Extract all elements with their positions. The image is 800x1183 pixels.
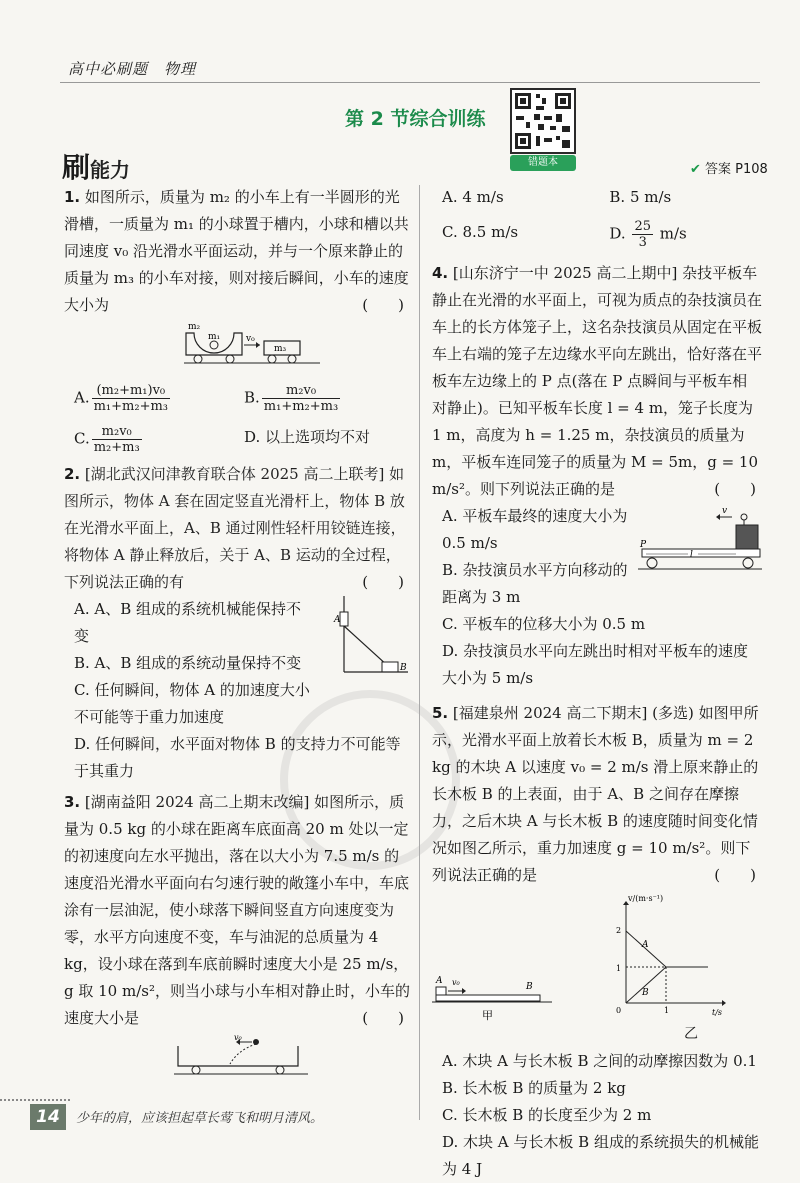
option-b[interactable]: B. A、B 组成的系统动量保持不变 (74, 654, 302, 672)
ability-label: 能力 (90, 158, 131, 182)
fig-label-m1: m₁ (208, 332, 221, 342)
option-b[interactable]: B. 长木板 B 的质量为 2 kg (442, 1079, 626, 1097)
option-a[interactable] (64, 383, 234, 414)
q3-figure (64, 1033, 410, 1089)
fraction-numerator: m₂v₀ (92, 424, 142, 440)
fraction-numerator: m₂v₀ (262, 383, 340, 399)
tick-origin: 0 (616, 1006, 622, 1015)
option-b-label: B. (244, 388, 260, 407)
qr-label[interactable]: 错题本 (510, 155, 576, 171)
option-b[interactable]: B. 5 m/s (609, 188, 672, 206)
option-a[interactable]: A. 平板车最终的速度大小为 0.5 m/s (442, 507, 628, 552)
question-3 (64, 789, 410, 1089)
fig-label-b: B (400, 663, 407, 673)
option-b-fraction (262, 383, 340, 414)
qr-code-icon[interactable] (510, 88, 576, 154)
question-5 (432, 700, 762, 1183)
checkmark-icon: ✔ (690, 162, 701, 177)
fraction-numerator: (m₂+m₁)v₀ (92, 383, 170, 399)
q4-options (432, 503, 762, 692)
question-text: 如图所示，质量为 m₂ 的小车上有一半圆形的光滑槽，一质量为 m₁ 的小球置于槽内，小球和槽以共同速度 v₀ 沿光滑水平面运动，并与一个原来静止的质量为 m₃ 的小车对接，则对接后瞬间，小车的速度大小为 (64, 188, 409, 314)
fig-label-v0: v₀ (452, 978, 460, 987)
question-text: [福建泉州 2024 高二下期末] (多选) 如图甲所示，光滑水平面上放着长木板 B，质量为 m = 2 kg 的木块 A 以速度 v₀ = 2 m/s 滑上原来静止的长木板 B 的上表面，由于 A、B 之间存在摩擦力，之后木块 A 与长木板 B 的速度随时间变化情况如图乙所示，重力加速度 g = 10 m/s²。则下列说法正确的是 (432, 704, 759, 884)
figure-jia (432, 965, 562, 1021)
series-label-b: B (642, 988, 649, 998)
ability-heading (62, 146, 130, 186)
answer-bracket: ( ) (362, 1009, 404, 1027)
fraction-denominator: 3 (638, 235, 647, 250)
option-a[interactable]: A. 木块 A 与长木板 B 之间的动摩擦因数为 0.1 (442, 1052, 757, 1070)
option-c[interactable]: C. 8.5 m/s (442, 223, 519, 241)
answer-ref-text: 答案 P108 (705, 162, 768, 177)
fig-label-a: A (436, 976, 443, 986)
section-title: 第 2 节综合训练 (345, 108, 486, 130)
footer-motto: 少年的肩，应该担起草长莺飞和明月清风。 (76, 1111, 324, 1126)
fig-label-a: A (334, 615, 341, 625)
option-d[interactable]: D. 木块 A 与长木板 B 组成的系统损失的机械能为 4 J (442, 1133, 759, 1178)
option-d-unit: m/s (659, 224, 687, 243)
fig-label-m3: m₃ (274, 344, 287, 354)
q1-figure (64, 319, 410, 375)
question-4 (432, 260, 762, 692)
tick-y-2: 2 (616, 926, 622, 935)
fraction-denominator: m₁+m₂+m₃ (263, 399, 339, 414)
option-b[interactable] (234, 383, 404, 414)
right-column (432, 184, 762, 1183)
answer-reference (690, 158, 768, 177)
option-d[interactable] (599, 219, 762, 250)
axis-xlabel: t/s (712, 1008, 723, 1017)
answer-bracket: ( ) (362, 296, 404, 314)
question-text: [湖北武汉问津教育联合体 2025 高二上联考] 如图所示，物体 A 套在固定竖直光滑杆上，物体 B 放在光滑水平面上，A、B 通过刚性轻杆用铰链连接，将物体 A 静止释放后，关于 A、B 运动的全过程，下列说法正确的有 (64, 465, 406, 591)
answer-bracket: ( ) (362, 573, 404, 591)
q4-figure (638, 507, 762, 573)
fig-label-m2: m₂ (188, 322, 201, 332)
question-text: [湖南益阳 2024 高二上期末改编] 如图所示，质量为 0.5 kg 的小球在距离车底面高 20 m 处以一定的初速度向左水平抛出，落在以大小为 7.5 m/s 的速度沿光滑水平面向右匀速行驶的敞篷小车中，车底涂有一层油泥，使小球落下瞬间竖直方向速度变为零，水平方向速度不变，车与油泥的总质量为 4 kg，设小球在落到车底前瞬时速度大小是 25 m/s，g 取 10 m/s²，则当小球与小车相对静止时，小车的速度大小是 (64, 793, 410, 1027)
option-d-fraction (632, 219, 653, 250)
fraction-numerator: 25 (634, 219, 651, 234)
question-number: 2. (64, 465, 81, 483)
option-a-fraction (92, 383, 170, 414)
option-c[interactable]: C. 长木板 B 的长度至少为 2 m (442, 1106, 652, 1124)
option-c[interactable] (64, 424, 234, 455)
answer-bracket: ( ) (714, 866, 756, 884)
q5-figures (432, 889, 762, 1021)
option-d[interactable]: D. 杂技演员水平向左跳出时相对平板车的速度大小为 5 m/s (442, 642, 749, 687)
option-b[interactable]: B. 杂技演员水平方向移动的距离为 3 m (442, 561, 628, 606)
question-number: 4. (432, 264, 449, 282)
question-number: 3. (64, 793, 81, 811)
figure-yi-vt-graph (612, 891, 732, 1021)
tick-y-1: 1 (616, 964, 622, 973)
q1-options-row1 (64, 383, 410, 414)
fig-label-v: v (722, 506, 728, 516)
option-a-label: A. (74, 388, 90, 407)
question-1 (64, 184, 410, 455)
page-number: 14 (30, 1104, 66, 1130)
q2-figure (334, 592, 410, 680)
column-divider (419, 185, 420, 1120)
option-c[interactable]: C. 平板车的位移大小为 0.5 m (442, 615, 646, 633)
left-column (64, 184, 410, 1089)
fig-label-p: P (640, 540, 647, 550)
q5-captions (432, 1021, 762, 1048)
option-c[interactable]: C. 任何瞬间，物体 A 的加速度大小不可能等于重力加速度 (74, 681, 310, 726)
tick-x-1: 1 (664, 1006, 670, 1015)
option-c-fraction (92, 424, 142, 455)
option-d[interactable]: D. 以上选项均不对 (244, 428, 371, 446)
option-d[interactable]: D. 任何瞬间，水平面对物体 B 的支持力不可能等于其重力 (74, 735, 401, 780)
option-a[interactable]: A. 4 m/s (442, 188, 504, 206)
fraction-denominator: m₁+m₂+m₃ (93, 399, 169, 414)
fig-label-v0: v₀ (246, 334, 255, 344)
footer-dots (0, 1099, 70, 1101)
series-label-a: A (642, 940, 649, 950)
question-number: 5. (432, 704, 449, 722)
ability-big-char: 刷 (62, 151, 91, 184)
book-title: 高中必刷题 物理 (68, 60, 197, 78)
fig-label-l: l (690, 550, 693, 560)
question-number: 1. (64, 188, 81, 206)
question-text: [山东济宁一中 2025 高二上期中] 杂技平板车静止在光滑的水平面上，可视为质点的杂技演员在车上的长方体笼子上，这名杂技演员从固定在平板车上右端的笼子左边缘水平向左跳出，恰好落在平板车左边缘上的 P 点(落在 P 点瞬间与平板车相对静止)。已知平板车长度 l = 4 m，笼子长度为 1 m，高度为 h = 1.25 m，杂技演员的质量为 m，平板车连同笼子的质量为 M = 5m，g = 10 m/s²。则下列说法正确的是 (432, 264, 763, 498)
option-d-label: D. (609, 224, 626, 243)
option-c-label: C. (74, 429, 90, 448)
header-rule (60, 82, 760, 83)
q3-options-row1 (432, 184, 762, 211)
fig-label-v0: v₀ (234, 1033, 242, 1042)
q2-options (64, 596, 410, 785)
fig-label-b: B (526, 982, 533, 992)
axis-ylabel: v/(m·s⁻¹) (628, 894, 664, 903)
q1-options-row2 (64, 424, 410, 455)
q3-options-row2 (432, 219, 762, 250)
fraction-denominator: m₂+m₃ (93, 440, 140, 455)
figure-caption-jia: 甲 (482, 1009, 493, 1022)
question-2 (64, 461, 410, 785)
option-a[interactable]: A. A、B 组成的系统机械能保持不变 (74, 600, 301, 645)
answer-bracket: ( ) (714, 480, 756, 498)
figure-caption-yi: 乙 (684, 1026, 698, 1042)
